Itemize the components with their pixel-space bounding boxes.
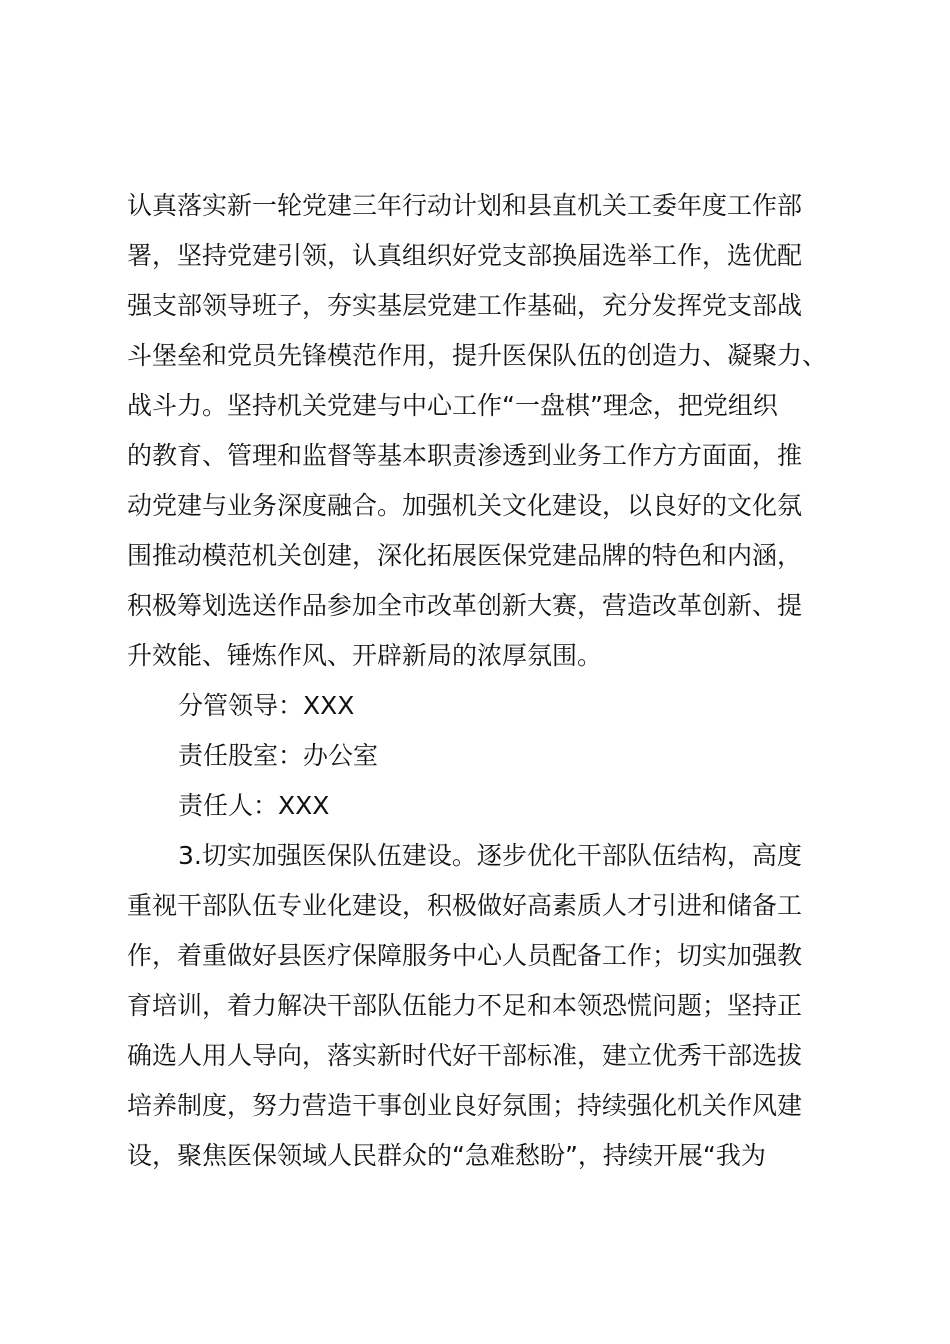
- paragraph-line: 确选人用人导向，落实新时代好干部标准，建立优秀干部选拔: [127, 1041, 803, 1070]
- paragraph-line: 围推动模范机关创建，深化拓展医保党建品牌的特色和内涵，: [127, 541, 803, 570]
- paragraph-line: 强支部领导班子，夯实基层党建工作基础，充分发挥党支部战: [127, 291, 803, 320]
- paragraph-line: 署，坚持党建引领，认真组织好党支部换届选举工作，选优配: [127, 241, 803, 270]
- paragraph-line: 设，聚焦医保领域人民群众的“急难愁盼”，持续开展“我为: [127, 1141, 766, 1170]
- paragraph-line: 动党建与业务深度融合。加强机关文化建设，以良好的文化氛: [127, 491, 803, 520]
- paragraph-line: 认真落实新一轮党建三年行动计划和县直机关工委年度工作部: [127, 191, 803, 220]
- paragraph-line: 的教育、管理和监督等基本职责渗透到业务工作方方面面，推: [127, 441, 803, 470]
- paragraph-line: 战斗力。坚持机关党建与中心工作“一盘棋”理念，把党组织: [127, 391, 778, 420]
- paragraph-line: 积极筹划选送作品参加全市改革创新大赛，营造改革创新、提: [127, 591, 803, 620]
- paragraph-line: 斗堡垒和党员先锋模范作用，提升医保队伍的创造力、凝聚力、: [127, 341, 828, 370]
- paragraph-line: 重视干部队伍专业化建设，积极做好高素质人才引进和储备工: [127, 891, 803, 920]
- paragraph-line: 升效能、锤炼作风、开辟新局的浓厚氛围。: [127, 641, 603, 670]
- department-line: 责任股室：办公室: [178, 741, 379, 770]
- paragraph-line: 育培训，着力解决干部队伍能力不足和本领恐慌问题；坚持正: [127, 991, 803, 1020]
- responsible-line: 责任人：XXX: [178, 791, 330, 820]
- paragraph-line: 培养制度，努力营造干事创业良好氛围；持续强化机关作风建: [127, 1091, 803, 1120]
- paragraph-line: 作，着重做好县医疗保障服务中心人员配备工作；切实加强教: [127, 941, 803, 970]
- leader-line: 分管领导：XXX: [178, 691, 355, 720]
- section-heading-line: 3.切实加强医保队伍建设。逐步优化干部队伍结构，高度: [178, 841, 802, 870]
